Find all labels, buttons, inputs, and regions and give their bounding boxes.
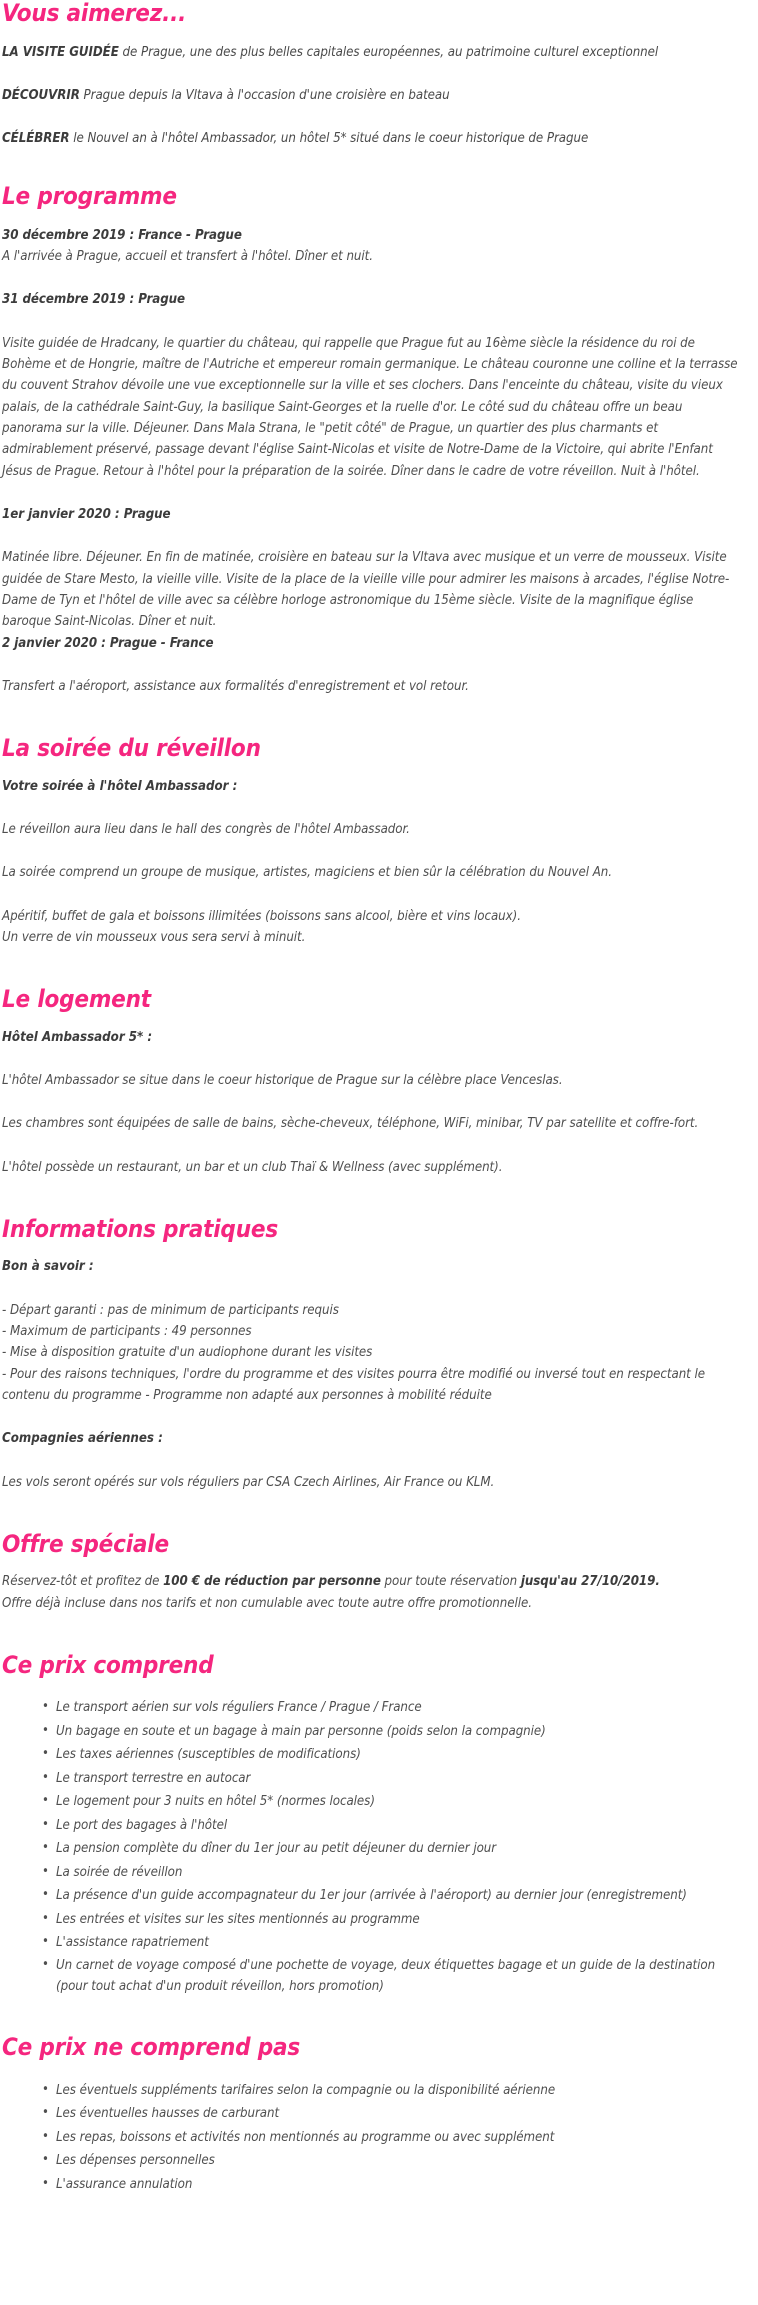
- offre-line-1-a: Réservez-tôt et profitez de: [2, 1574, 164, 1590]
- offre-deadline: jusqu'au 27/10/2019.: [520, 1574, 660, 1590]
- list-item: • Le transport aérien sur vols réguliers France / Prague / France: [42, 1698, 744, 1718]
- soiree-paragraph-3: Apéritif, buffet de gala et boissons illimitées (boissons sans alcool, bière et vins locaux).: [2, 908, 521, 924]
- program-day-date-2: 31 décembre 2019 : Prague: [2, 292, 186, 308]
- logement-subtitle: Hôtel Ambassador 5* :: [2, 1029, 153, 1045]
- list-item: • Les taxes aériennes (susceptibles de modifications): [42, 1745, 744, 1765]
- infos-airlines-text: Les vols seront opérés sur vols réguliers par CSA Czech Airlines, Air France ou KLM.: [2, 1474, 495, 1490]
- logement-paragraph-3: L'hôtel possède un restaurant, un bar et un club Thaï & Wellness (avec supplément).: [2, 1159, 503, 1175]
- section-title-infos: Informations pratiques: [2, 1215, 278, 1244]
- list-item: • Un carnet de voyage composé d'une pochette de voyage, deux étiquettes bagage et un guide de la destination (pour tout achat d'un produit réveillon, hors promotion): [42, 1956, 744, 1997]
- list-item: • Les dépenses personnelles: [42, 2151, 744, 2171]
- program-day-date-3: 1er janvier 2020 : Prague: [2, 507, 171, 523]
- infos-line-1: - Départ garanti : pas de minimum de participants requis: [2, 1302, 339, 1318]
- section-title-offre: Offre spéciale: [2, 1529, 169, 1558]
- included-list: [2, 1698, 744, 1997]
- infos-line-2: - Maximum de participants : 49 personnes: [2, 1323, 252, 1339]
- logement-paragraph-2: Les chambres sont équipées de salle de bains, sèche-cheveux, téléphone, WiFi, minibar, TV par satellite et coffre-fort.: [2, 1116, 699, 1132]
- list-item: • Le port des bagages à l'hôtel: [42, 1816, 744, 1836]
- highlight-rest-1: de Prague, une des plus belles capitales européennes, au patrimoine culturel exceptionnel: [118, 45, 659, 61]
- list-item: • La pension complète du dîner du 1er jour au petit déjeuner du dernier jour: [42, 1839, 744, 1859]
- section-title-soiree: La soirée du réveillon: [2, 734, 261, 763]
- offre-line-2: Offre déjà incluse dans nos tarifs et non cumulable avec toute autre offre promotionnelle.: [2, 1595, 532, 1611]
- list-item: • La présence d'un guide accompagnateur du 1er jour (arrivée à l'aéroport) au dernier jour (enregistrement): [42, 1886, 744, 1906]
- highlight-line-1: [2, 44, 744, 63]
- highlight-line-3: [2, 130, 744, 149]
- highlight-line-2: [2, 87, 744, 106]
- offre-discount-amount: 100 € de réduction par personne: [163, 1574, 381, 1590]
- section-title-programme: Le programme: [2, 181, 177, 210]
- soiree-paragraph-4: Un verre de vin mousseux vous sera servi à minuit.: [2, 930, 306, 945]
- infos-airlines-label: Compagnies aériennes :: [2, 1431, 163, 1447]
- list-item: • Les repas, boissons et activités non mentionnés au programme ou avec supplément: [42, 2128, 744, 2148]
- list-item: • Le transport terrestre en autocar: [42, 1769, 744, 1789]
- section-title-vous-aimerez: Vous aimerez...: [2, 0, 187, 27]
- highlight-lead-2: DÉCOUVRIR: [2, 88, 80, 104]
- excluded-list: [2, 2081, 744, 2195]
- infos-line-3: - Mise à disposition gratuite d'un audiophone durant les visites: [2, 1345, 373, 1361]
- list-item: • L'assurance annulation: [42, 2175, 744, 2195]
- program-day-text-2: Visite guidée de Hradcany, le quartier du château, qui rappelle que Prague fut au 16ème siècle la résidence du roi de Bohème et de Hongrie, maître de l'Autriche et empereur romain germanique. Le château couronne une colline et la terrasse du couvent Strahov dévoile une vue exceptionnelle sur la ville et ses clochers. Dans l'enceinte du château, visite du vieux palais, de la cathédrale Saint-Guy, la basilique Saint-Georges et la ruelle d'or. Le côté sud du château offre un beau panorama sur la ville. Déjeuner. Dans Mala Strana, le "petit côté" de Prague, un quartier des plus charmants et admirablement préservé, passage devant l'église Saint-Nicolas et visite de Notre-Dame de la Victoire, qui abrite l'Enfant Jésus de Prague. Retour à l'hôtel pour la préparation de la soirée. Dîner dans le cadre de votre réveillon. Nuit à l'hôtel.: [2, 335, 738, 479]
- soiree-paragraph-1: Le réveillon aura lieu dans le hall des congrès de l'hôtel Ambassador.: [2, 821, 410, 837]
- list-item: • Le logement pour 3 nuits en hôtel 5* (normes locales): [42, 1792, 744, 1812]
- list-item: • Les éventuelles hausses de carburant: [42, 2104, 744, 2124]
- section-title-comprend-pas: Ce prix ne comprend pas: [2, 2033, 300, 2062]
- list-item: • La soirée de réveillon: [42, 1863, 744, 1883]
- soiree-paragraph-2: La soirée comprend un groupe de musique, artistes, magiciens et bien sûr la célébration du Nouvel An.: [2, 865, 612, 881]
- highlight-lead-3: CÉLÉBRER: [2, 130, 70, 146]
- list-item: • L'assistance rapatriement: [42, 1933, 744, 1953]
- offre-line-1: [2, 1571, 744, 1592]
- list-item: • Les éventuels suppléments tarifaires selon la compagnie ou la disponibilité aérienne: [42, 2081, 744, 2101]
- section-title-logement: Le logement: [2, 985, 151, 1014]
- logement-paragraph-1: L'hôtel Ambassador se situe dans le coeur historique de Prague sur la célèbre place Venceslas.: [2, 1072, 563, 1088]
- highlight-rest-3: le Nouvel an à l'hôtel Ambassador, un hôtel 5* situé dans le coeur historique de Prague: [69, 130, 589, 146]
- program-day-date-4: 2 janvier 2020 : Prague - France: [2, 635, 214, 651]
- highlight-rest-2: Prague depuis la Vltava à l'occasion d'une croisière en bateau: [79, 88, 450, 104]
- program-day-text-4: Transfert a l'aéroport, assistance aux formalités d'enregistrement et vol retour.: [2, 678, 469, 694]
- program-day-text-1: A l'arrivée à Prague, accueil et transfert à l'hôtel. Dîner et nuit.: [2, 249, 373, 265]
- list-item: • Les entrées et visites sur les sites mentionnés au programme: [42, 1910, 744, 1930]
- program-day-date-1: 30 décembre 2019 : France - Prague: [2, 227, 242, 243]
- infos-line-4: - Pour des raisons techniques, l'ordre du programme et des visites pourra être modifié ou inversé tout en respectant le contenu du programme - Programme non adapté aux personnes à mobilité réduite: [2, 1366, 705, 1404]
- program-day-text-3: Matinée libre. Déjeuner. En fin de matinée, croisière en bateau sur la Vltava avec musique et un verre de mousseux. Visite guidée de Stare Mesto, la vieille ville. Visite de la place de la vieille ville pour admirer les maisons à arcades, l'église Notre-Dame de Tyn et l'hôtel de ville avec sa célèbre horloge astronomique du 15ème siècle. Visite de la magnifique église baroque Saint-Nicolas. Dîner et nuit.: [2, 550, 730, 630]
- section-title-comprend: Ce prix comprend: [2, 1651, 214, 1680]
- infos-subtitle: Bon à savoir :: [2, 1259, 94, 1275]
- highlight-lead-1: LA VISITE GUIDÉE: [2, 45, 119, 61]
- list-item: • Un bagage en soute et un bagage à main par personne (poids selon la compagnie): [42, 1722, 744, 1742]
- offre-line-1-c: pour toute réservation: [380, 1574, 521, 1590]
- soiree-subtitle: Votre soirée à l'hôtel Ambassador :: [2, 778, 238, 794]
